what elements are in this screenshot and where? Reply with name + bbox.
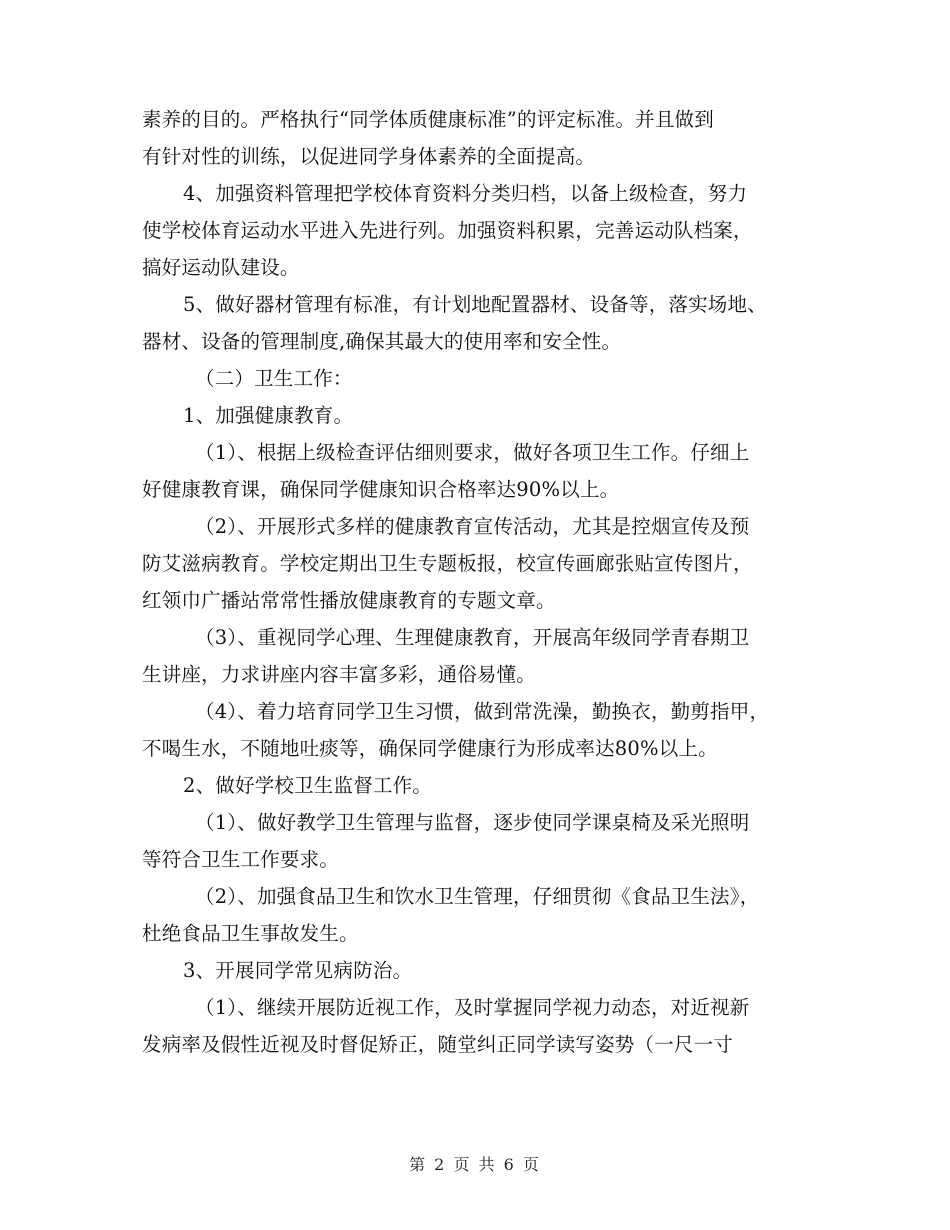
text-line: （2）、加强食品卫生和饮水卫生管理，仔细贯彻《食品卫生法》， <box>195 885 760 908</box>
text-line: 发病率及假性近视及时督促矫正，随堂纠正同学读写姿势（一尺一寸 <box>142 1033 734 1056</box>
text-line: 素养的目的。严格执行“同学体质健康标准”的评定标准。并且做到 <box>142 108 714 131</box>
section-heading: （二）卫生工作： <box>195 367 353 390</box>
text-line: （4）、着力培育同学卫生习惯，做到常洗澡，勤换衣，勤剪指甲， <box>195 700 770 723</box>
text-line: 防艾滋病教育。学校定期出卫生专题板报，校宣传画廊张贴宣传图片， <box>142 552 753 575</box>
document-body <box>142 108 822 1070</box>
text-line: 4、加强资料管理把学校体育资料分类归档，以备上级检查，努力 <box>183 182 748 205</box>
text-line: 3、开展同学常见病防治。 <box>183 959 413 982</box>
text-line: （3）、重视同学心理、生理健康教育，开展高年级同学青春期卫 <box>195 626 750 649</box>
text-line: （1）、继续开展防近视工作，及时掌握同学视力动态，对近视新 <box>195 996 750 1019</box>
text-line: 杜绝食品卫生事故发生。 <box>142 922 359 945</box>
text-line: （1）、做好教学卫生管理与监督，逐步使同学课桌椅及采光照明 <box>195 811 750 834</box>
text-line: （2）、开展形式多样的健康教育宣传活动，尤其是控烟宣传及预 <box>195 515 750 538</box>
text-line: 器材、设备的管理制度,确保其最大的使用率和安全性。 <box>142 330 622 353</box>
page-number: 第 2 页 共 6 页 <box>409 1155 541 1174</box>
text-line: 不喝生水，不随地吐痰等，确保同学健康行为形成率达80%以上。 <box>142 737 718 760</box>
text-line: 有针对性的训练，以促进同学身体素养的全面提高。 <box>142 145 596 168</box>
text-line: 使学校体育运动水平进入先进行列。加强资料积累，完善运动队档案， <box>142 219 753 242</box>
text-line: 搞好运动队建设。 <box>142 256 300 279</box>
text-line: 1、加强健康教育。 <box>183 404 354 427</box>
text-line: 5、做好器材管理有标准，有计划地配置器材、设备等，落实场地、 <box>183 293 767 316</box>
text-line: 2、做好学校卫生监督工作。 <box>183 774 433 797</box>
text-line: 等符合卫生工作要求。 <box>142 848 340 871</box>
text-line: 红领巾广播站常常性播放健康教育的专题文章。 <box>142 589 556 612</box>
text-line: 生讲座，力求讲座内容丰富多彩，通俗易懂。 <box>142 663 537 686</box>
text-line: 好健康教育课，确保同学健康知识合格率达90%以上。 <box>142 478 620 501</box>
text-line: （1）、根据上级检查评估细则要求，做好各项卫生工作。仔细上 <box>195 441 750 464</box>
